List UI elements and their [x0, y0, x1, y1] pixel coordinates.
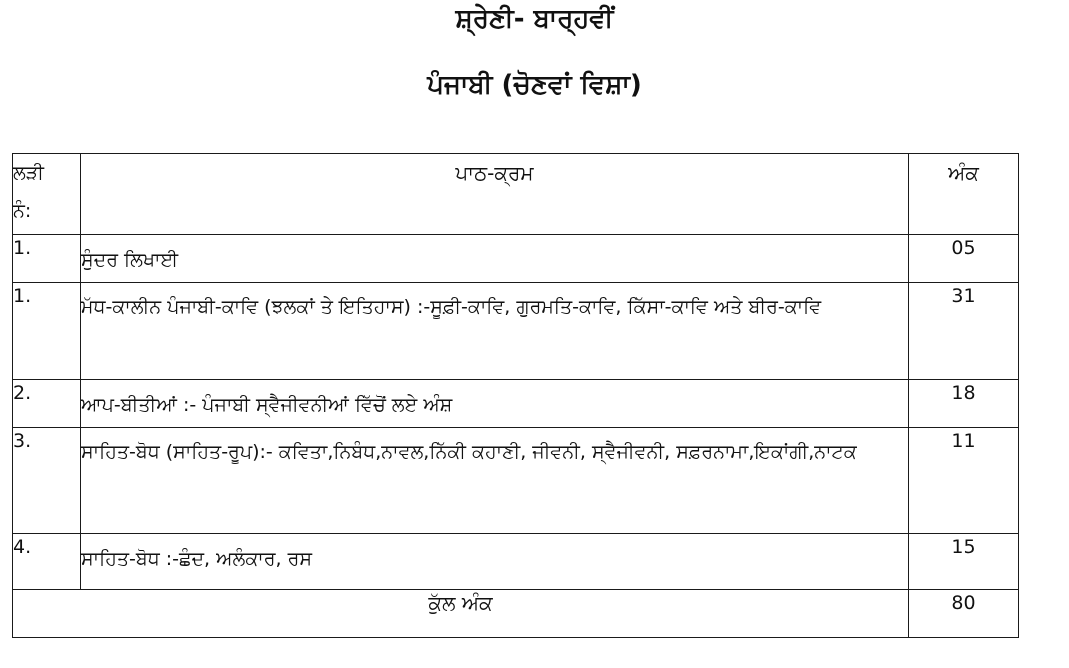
row-content: ਸਾਹਿਤ-ਬੋਧ :-ਛੰਦ, ਅਲੰਕਾਰ, ਰਸ [81, 534, 909, 590]
total-row [13, 590, 1019, 638]
serial-header-line2: ਨੰ: [13, 200, 32, 222]
total-label: ਕੁੱਲ ਅੰਕ [13, 590, 909, 638]
table-row [13, 428, 1019, 534]
row-content: ਆਪ-ਬੀਤੀਆਂ :- ਪੰਜਾਬੀ ਸ੍ਵੈਜੀਵਨੀਆਂ ਵਿੱਚੋਂ ਲਏ ਅੰਸ਼ [81, 380, 909, 428]
row-marks: 18 [909, 380, 1019, 428]
row-marks: 15 [909, 534, 1019, 590]
row-content: ਸਾਹਿਤ-ਬੋਧ (ਸਾਹਿਤ-ਰੂਪ):- ਕਵਿਤਾ,ਨਿਬੰਧ,ਨਾਵਲ,ਨਿੱਕੀ ਕਹਾਣੀ, ਜੀਵਨੀ, ਸ੍ਵੈਜੀਵਨੀ, ਸਫ਼ਰਨਾਮਾ,ਇਕਾਂਗੀ,ਨਾਟਕ [81, 428, 909, 534]
total-marks: 80 [909, 590, 1019, 638]
marks-header: ਅੰਕ [909, 154, 1019, 235]
row-marks: 11 [909, 428, 1019, 534]
table-row [13, 283, 1019, 380]
row-content: ਮੱਧ-ਕਾਲੀਨ ਪੰਜਾਬੀ-ਕਾਵਿ (ਝਲਕਾਂ ਤੇ ਇਤਿਹਾਸ) :-ਸੂਫ਼ੀ-ਕਾਵਿ, ਗੁਰਮਤਿ-ਕਾਵਿ, ਕਿੱਸਾ-ਕਾਵਿ ਅਤੇ ਬੀਰ-ਕਾਵਿ [81, 283, 909, 380]
row-serial: 1. [13, 235, 81, 283]
row-serial: 2. [13, 380, 81, 428]
class-heading: ਸ਼੍ਰੇਣੀ- ਬਾਰ੍ਹਵੀਂ [455, 4, 614, 34]
syllabus-header: ਪਾਠ-ਕ੍ਰਮ [81, 154, 909, 235]
table-row [13, 380, 1019, 428]
row-marks: 05 [909, 235, 1019, 283]
row-marks: 31 [909, 283, 1019, 380]
row-serial: 4. [13, 534, 81, 590]
syllabus-table [12, 153, 1019, 638]
subject-heading: ਪੰਜਾਬੀ (ਚੋਣਵਾਂ ਵਿਸ਼ਾ) [427, 70, 642, 100]
row-serial: 1. [13, 283, 81, 380]
row-serial: 3. [13, 428, 81, 534]
table-row [13, 235, 1019, 283]
row-content: ਸੁੰਦਰ ਲਿਖਾਈ [81, 235, 909, 283]
serial-number-header [13, 154, 81, 235]
serial-header-line1: ਲੜੀ [13, 162, 44, 184]
table-row [13, 534, 1019, 590]
table-header-row [13, 154, 1019, 235]
